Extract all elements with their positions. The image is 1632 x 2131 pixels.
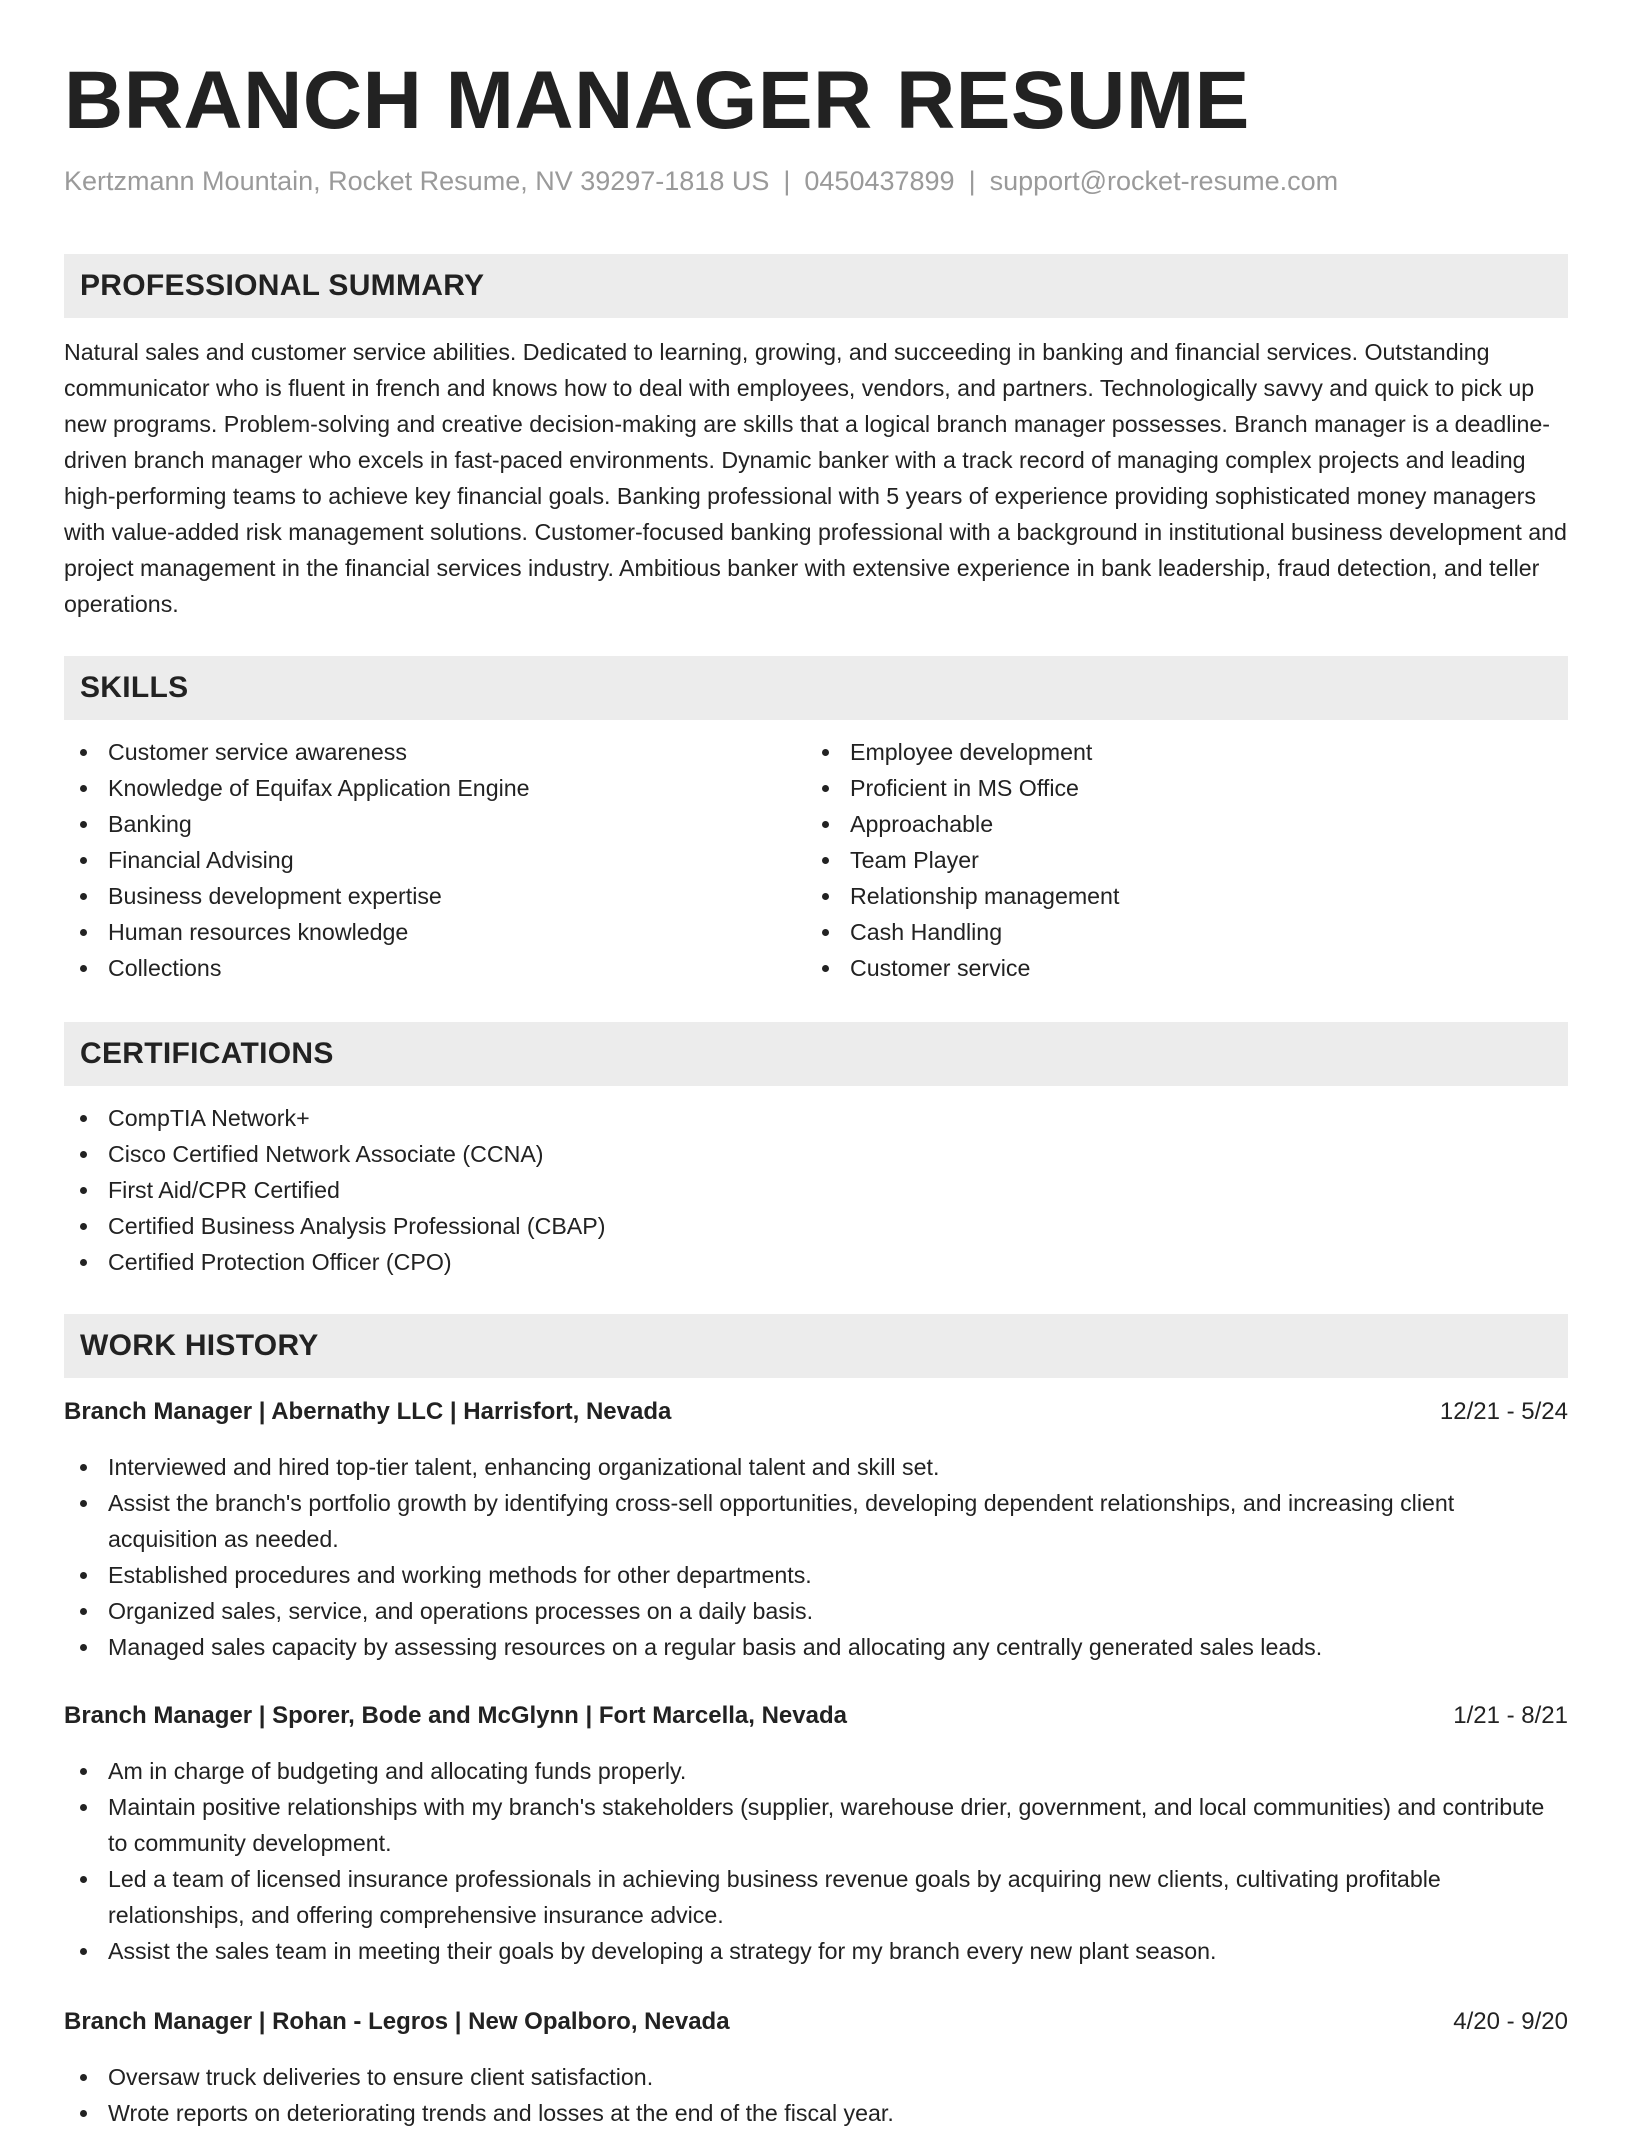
job-bullet: Managed sales capacity by assessing resources on a regular basis and allocating any centrally generated sales leads. <box>64 1629 1568 1665</box>
certification-item: Cisco Certified Network Associate (CCNA) <box>64 1136 1568 1172</box>
skills-list-right <box>806 734 1546 986</box>
skill-item: Banking <box>64 806 804 842</box>
job-bullet: Am in charge of budgeting and allocating funds properly. <box>64 1753 1568 1789</box>
job-bullet: Interviewed and hired top-tier talent, enhancing organizational talent and skill set. <box>64 1449 1568 1485</box>
job-header <box>64 2004 1568 2040</box>
certification-item: Certified Business Analysis Professional (CBAP) <box>64 1208 1568 1244</box>
skill-item: Customer service <box>806 950 1546 986</box>
job-bullets <box>64 1449 1568 1665</box>
skill-item: Proficient in MS Office <box>806 770 1546 806</box>
section-header-skills: SKILLS <box>64 656 1568 720</box>
job-title: Branch Manager | Sporer, Bode and McGlynn | Fort Marcella, Nevada <box>64 1702 847 1729</box>
job-bullet: Established procedures and working methods for other departments. <box>64 1557 1568 1593</box>
contact-email: support@rocket-resume.com <box>989 166 1339 196</box>
certifications-list <box>64 1100 1568 1280</box>
job-bullet: Wrote reports on deteriorating trends and losses at the end of the fiscal year. <box>64 2095 1568 2131</box>
skill-item: Relationship management <box>806 878 1546 914</box>
job-dates: 12/21 - 5/24 <box>1439 1398 1568 1425</box>
contact-separator: | <box>968 166 976 196</box>
resume-title: BRANCH MANAGER RESUME <box>64 55 1250 146</box>
skill-item: Customer service awareness <box>64 734 804 770</box>
summary-text: Natural sales and customer service abilities. Dedicated to learning, growing, and succeeding in banking and financial services. Outstanding communicator who is fluent in french and knows how to deal with employees, vendors, and partners. Technologically savvy and quick to pick up new programs. Problem-solving and creative decision-making are skills that a logical branch manager possesses. Branch manager is a deadline-driven branch manager who excels in fast-paced environments. Dynamic banker with a track record of managing complex projects and leading high-performing teams to achieve key financial goals. Banking professional with 5 years of experience providing sophisticated money managers with value-added risk management solutions. Customer-focused banking professional with a background in institutional business development and project management in the financial services industry. Ambitious banker with extensive experience in bank leadership, fraud detection, and teller operations. <box>64 339 1567 617</box>
contact-address: Kertzmann Mountain, Rocket Resume, NV 39297-1818 US <box>64 166 770 196</box>
skill-item: Approachable <box>806 806 1546 842</box>
job-bullet: Assist the branch's portfolio growth by identifying cross-sell opportunities, developing dependent relationships, and increasing client acquisition as needed. <box>64 1485 1568 1557</box>
certification-item: CompTIA Network+ <box>64 1100 1568 1136</box>
skill-item: Collections <box>64 950 804 986</box>
job-dates: 4/20 - 9/20 <box>1453 2008 1568 2035</box>
certification-item: Certified Protection Officer (CPO) <box>64 1244 1568 1280</box>
section-header-work-history: WORK HISTORY <box>64 1314 1568 1378</box>
skill-item: Financial Advising <box>64 842 804 878</box>
skill-item: Cash Handling <box>806 914 1546 950</box>
contact-separator: | <box>783 166 791 196</box>
skill-item: Knowledge of Equifax Application Engine <box>64 770 804 806</box>
contact-phone: 0450437899 <box>804 166 955 196</box>
job-title: Branch Manager | Abernathy LLC | Harrisfort, Nevada <box>64 1398 672 1425</box>
job-bullet: Maintain positive relationships with my branch's stakeholders (supplier, warehouse drier, government, and local communities) and contribute to community development. <box>64 1789 1568 1861</box>
job-bullet: Organized sales, service, and operations processes on a daily basis. <box>64 1593 1568 1629</box>
skills-list-left <box>64 734 804 986</box>
skill-item: Team Player <box>806 842 1546 878</box>
job-header <box>64 1394 1568 1430</box>
job-bullet: Led a team of licensed insurance professionals in achieving business revenue goals by acquiring new clients, cultivating profitable relationships, and offering comprehensive insurance advice. <box>64 1861 1568 1933</box>
job-dates: 1/21 - 8/21 <box>1453 1702 1568 1729</box>
job-bullets <box>64 1753 1568 1969</box>
section-header-certifications: CERTIFICATIONS <box>64 1022 1568 1086</box>
job-header <box>64 1698 1568 1734</box>
job-bullet: Oversaw truck deliveries to ensure client satisfaction. <box>64 2059 1568 2095</box>
skill-item: Employee development <box>806 734 1546 770</box>
contact-line <box>64 166 1338 197</box>
job-bullet: Assist the sales team in meeting their goals by developing a strategy for my branch every new plant season. <box>64 1933 1568 1969</box>
section-header-summary: PROFESSIONAL SUMMARY <box>64 254 1568 318</box>
job-bullets <box>64 2059 1568 2131</box>
job-title: Branch Manager | Rohan - Legros | New Opalboro, Nevada <box>64 2008 730 2035</box>
certification-item: First Aid/CPR Certified <box>64 1172 1568 1208</box>
skill-item: Human resources knowledge <box>64 914 804 950</box>
skill-item: Business development expertise <box>64 878 804 914</box>
